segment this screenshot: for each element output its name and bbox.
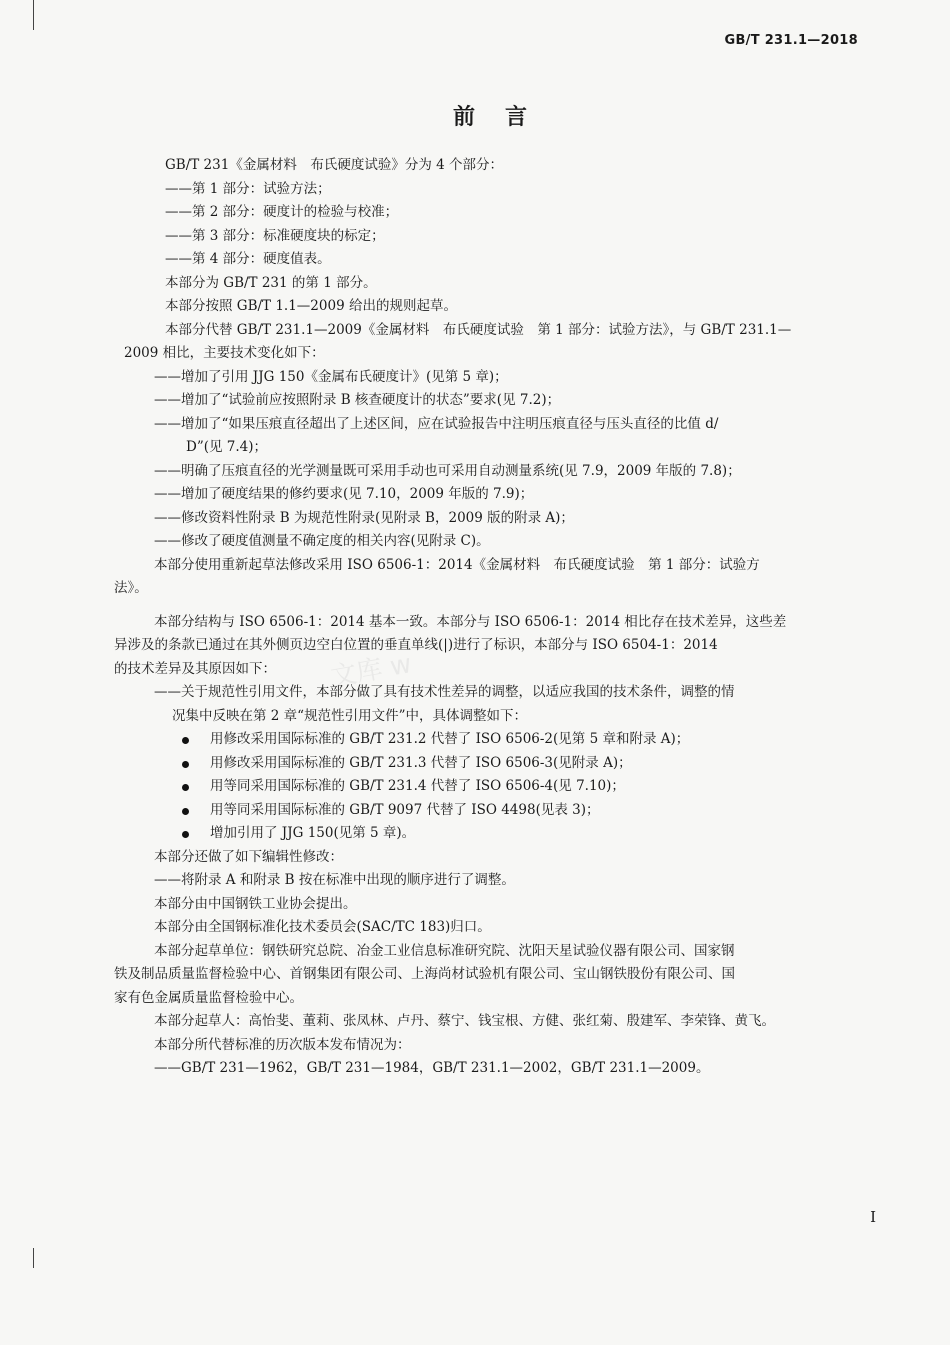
list-item: ——增加了“如果压痕直径超出了上述区间，应在试验报告中注明压痕直径与压头直径的比值 d/ — [154, 415, 719, 432]
list-item: ——增加了硬度结果的修约要求(见 7.10，2009 年版的 7.9)； — [154, 486, 534, 502]
paragraph-line: 本部分起草单位：钢铁研究总院、冶金工业信息标准研究院、沈阳天星试验仪器有限公司、国家钢 — [154, 942, 735, 959]
paragraph-line: 铁及制品质量监督检验中心、首钢集团有限公司、上海尚材试验机有限公司、宝山钢铁股份有限公司、国 — [114, 966, 735, 982]
paragraph-line: 本部分由中国钢铁工业协会提出。 — [154, 895, 357, 912]
bullet-text: 用等同采用国际标准的 GB/T 9097 代替了 ISO 4498(见表 3)； — [210, 801, 600, 818]
list-item: ——明确了压痕直径的光学测量既可采用手动也可采用自动测量系统(见 7.9，2009 年版的 7.8)； — [154, 462, 741, 479]
list-item: ——修改资料性附录 B 为规范性附录(见附录 B，2009 版的附录 A)； — [154, 509, 574, 526]
bullet-item — [114, 799, 882, 823]
spacer — [114, 601, 882, 611]
bullet-icon — [182, 761, 189, 768]
paragraph-line: 本部分所代替标准的历次版本发布情况为： — [154, 1036, 411, 1053]
list-item: ——第 4 部分：硬度值表。 — [165, 251, 331, 267]
foreword-body — [114, 154, 882, 1081]
bullet-icon — [182, 808, 189, 815]
list-item: ——关于规范性引用文件，本部分做了具有技术性差异的调整，以适应我国的技术条件，调整的情 — [154, 684, 735, 700]
list-item: ——第 3 部分：标准硬度块的标定； — [165, 227, 385, 244]
bullet-text: 用等同采用国际标准的 GB/T 231.4 代替了 ISO 6506-4(见 7.10)； — [210, 778, 625, 794]
paragraph-line: GB/T 231《金属材料 布氏硬度试验》分为 4 个部分： — [165, 157, 503, 173]
bullet-text: 增加引用了 JJG 150(见第 5 章)。 — [210, 825, 416, 841]
watermark-text: 文库 w — [328, 649, 414, 693]
paragraph-line: 本部分还做了如下编辑性修改： — [154, 848, 343, 865]
bullet-text: 用修改采用国际标准的 GB/T 231.2 代替了 ISO 6506-2(见第 5 章和附录 A)； — [210, 731, 690, 747]
paragraph-line: 本部分按照 GB/T 1.1—2009 给出的规则起草。 — [165, 298, 457, 314]
paragraph-line: 本部分由全国钢标准化技术委员会(SAC/TC 183)归口。 — [154, 919, 491, 935]
binding-rule — [33, 0, 34, 30]
list-item: ——增加了引用 JJG 150《金属布氏硬度计》(见第 5 章)； — [154, 368, 508, 385]
bullet-item — [114, 822, 882, 846]
paragraph-line: 家有色金属质量监督检验中心。 — [114, 989, 303, 1006]
paragraph-line: 本部分为 GB/T 231 的第 1 部分。 — [165, 274, 377, 291]
list-item: ——修改了硬度值测量不确定度的相关内容(见附录 C)。 — [154, 533, 490, 549]
paragraph-line: 本部分起草人：高怡斐、董莉、张凤林、卢丹、蔡宁、钱宝根、方健、张红菊、殷建军、李荣锋、黄飞。 — [154, 1013, 775, 1029]
bullet-icon — [182, 784, 189, 791]
binding-rule-bottom — [33, 1248, 34, 1268]
list-item: 况集中反映在第 2 章“规范性引用文件”中，具体调整如下： — [172, 707, 527, 724]
bullet-item — [114, 728, 882, 752]
paragraph-line: 本部分代替 GB/T 231.1—2009《金属材料 布氏硬度试验 第 1 部分：试验方法》，与 GB/T 231.1— — [165, 321, 792, 338]
bullet-icon — [182, 737, 189, 744]
list-item: ——GB/T 231—1962，GB/T 231—1984，GB/T 231.1—2002，GB/T 231.1—2009。 — [154, 1060, 710, 1076]
paragraph-line: 的技术差异及其原因如下： — [114, 660, 276, 677]
list-item: ——将附录 A 和附录 B 按在标准中出现的顺序进行了调整。 — [154, 872, 515, 888]
paragraph-line: 本部分结构与 ISO 6506-1：2014 基本一致。本部分与 ISO 6506-1：2014 相比存在技术差异，这些差 — [154, 613, 787, 630]
bullet-item — [114, 752, 882, 776]
paragraph-line: 本部分使用重新起草法修改采用 ISO 6506-1：2014《金属材料 布氏硬度试验 第 1 部分：试验方 — [154, 556, 760, 573]
standard-number: GB/T 231.1—2018 — [724, 33, 858, 48]
page-title: 前言 — [452, 105, 557, 130]
bullet-icon — [182, 831, 189, 838]
list-item: D”(见 7.4)； — [186, 439, 268, 455]
paragraph-line: 2009 相比，主要技术变化如下： — [124, 345, 325, 361]
page-number: I — [870, 1208, 876, 1226]
bullet-text: 用修改采用国际标准的 GB/T 231.3 代替了 ISO 6506-3(见附录 A)； — [210, 754, 632, 771]
list-item: ——第 1 部分：试验方法； — [165, 180, 331, 197]
paragraph-line: 法》。 — [114, 580, 148, 596]
bullet-item — [114, 775, 882, 799]
list-item: ——第 2 部分：硬度计的检验与校准； — [165, 204, 399, 220]
paragraph-line: 异涉及的条款已通过在其外侧页边空白位置的垂直单线(|)进行了标识，本部分与 ISO 6504-1：2014 — [114, 637, 718, 653]
list-item: ——增加了“试验前应按照附录 B 核查硬度计的状态”要求(见 7.2)； — [154, 392, 561, 408]
